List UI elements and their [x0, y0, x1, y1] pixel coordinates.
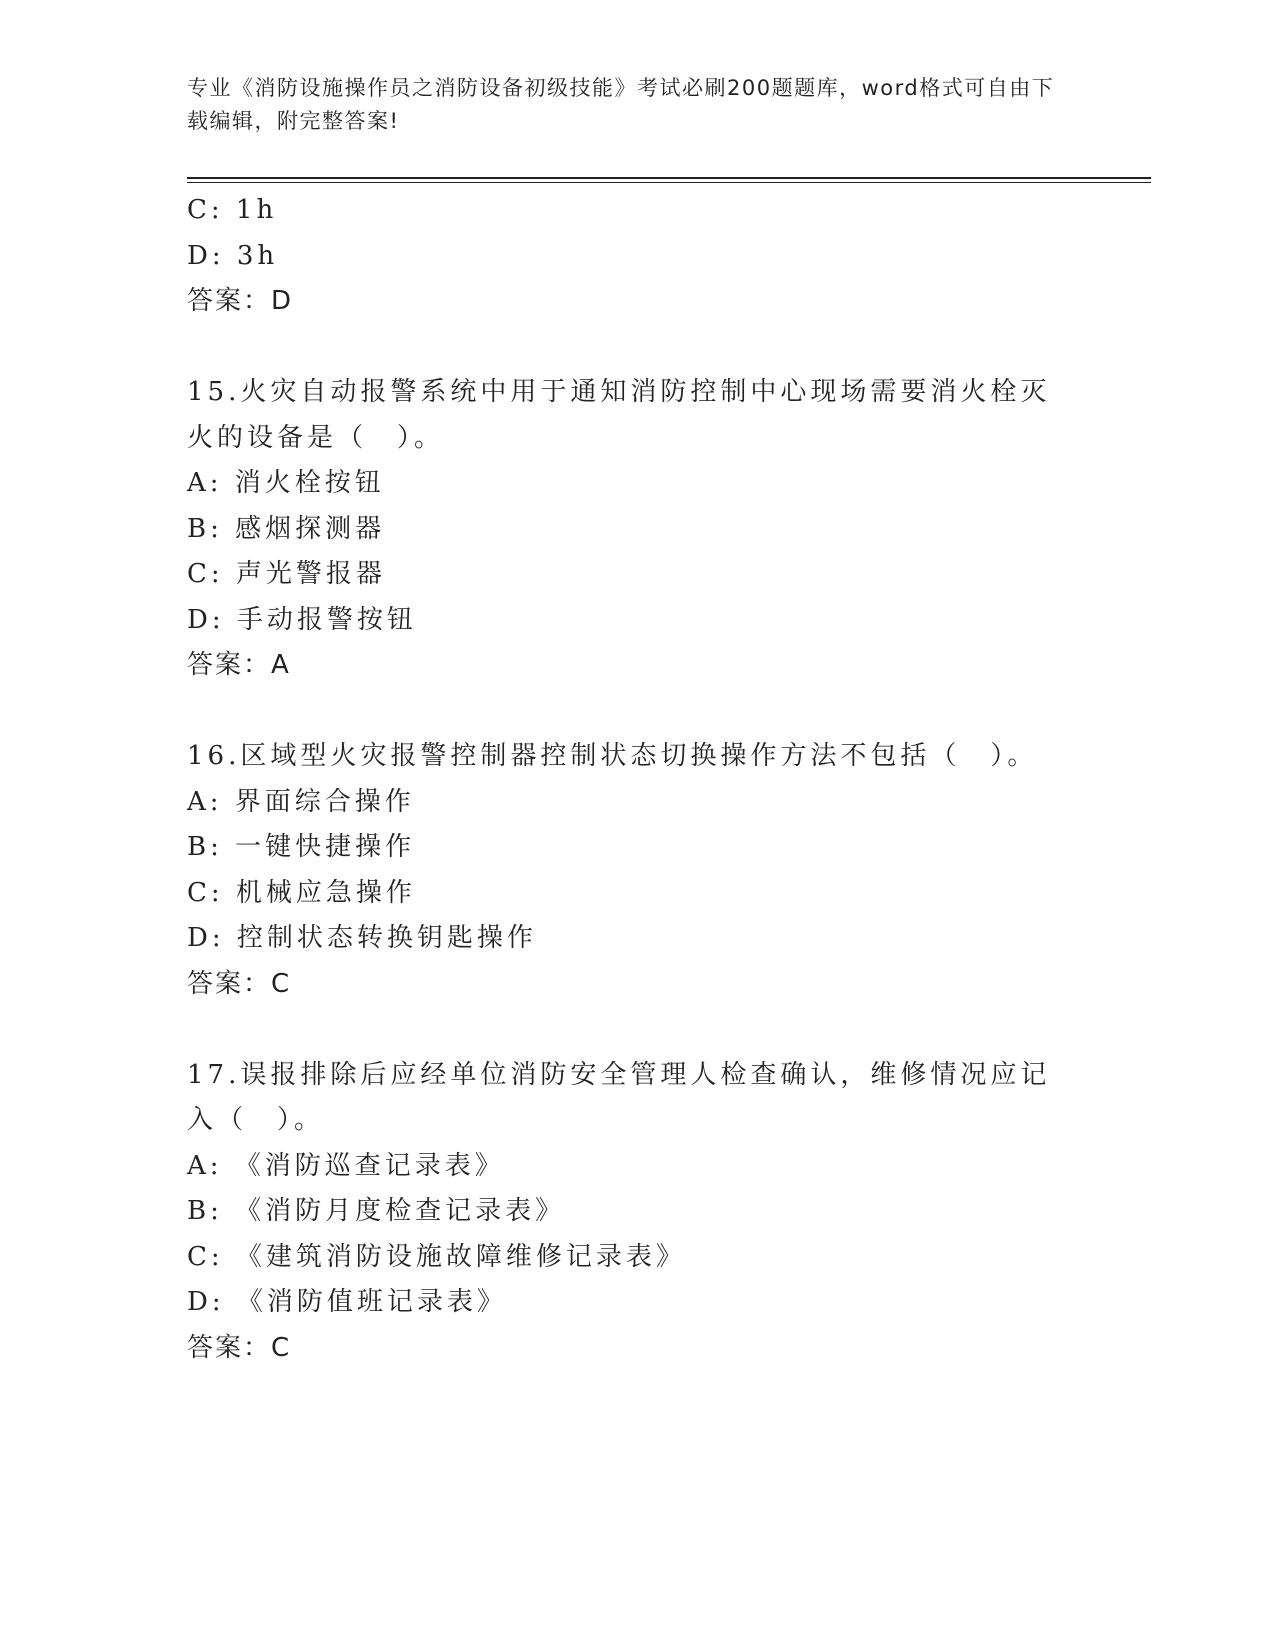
- option-d: D: 控制状态转换钥匙操作: [187, 923, 537, 953]
- spacer: [187, 325, 1087, 371]
- option-b: B: 感烟探测器: [187, 513, 386, 544]
- header-divider-thin: [187, 182, 1151, 183]
- question-16: [187, 734, 1087, 1007]
- option-a: A: 消火栓按钮: [187, 468, 385, 498]
- option-c: C: 1h: [187, 195, 278, 225]
- question-stem: 15.火灾自动报警系统中用于通知消防控制中心现场需要消火栓灭火的设备是（ ）。: [187, 377, 1051, 453]
- option-b: B: 一键快捷操作: [187, 832, 416, 862]
- option-b: B: 《消防月度检查记录表》: [187, 1196, 566, 1226]
- option-c: C: 机械应急操作: [187, 877, 416, 908]
- option-c: C: 声光警报器: [187, 559, 386, 589]
- question-15: [187, 370, 1087, 689]
- option-a: A: 界面综合操作: [187, 786, 415, 817]
- spacer: [187, 1007, 1087, 1053]
- question-stem: 17.误报排除后应经单位消防安全管理人检查确认，维修情况应记入（ ）。: [187, 1059, 1051, 1135]
- question-list: [187, 188, 1087, 1371]
- option-d: D: 3h: [187, 240, 279, 271]
- option-a: A: 《消防巡查记录表》: [187, 1150, 505, 1181]
- answer-line: 答案：A: [187, 650, 291, 680]
- answer-line: 答案：D: [187, 286, 294, 316]
- answer-line: 答案：C: [187, 1332, 292, 1363]
- option-c: C: 《建筑消防设施故障维修记录表》: [187, 1241, 686, 1272]
- previous-question-tail: [187, 188, 1087, 325]
- question-17: [187, 1053, 1087, 1372]
- document-header: 专业《消防设施操作员之消防设备初级技能》考试必刷200题题库，word格式可自由下载编辑，附完整答案!: [187, 76, 1055, 133]
- spacer: [187, 689, 1087, 735]
- answer-line: 答案：C: [187, 968, 292, 999]
- option-d: D: 《消防值班记录表》: [187, 1287, 507, 1317]
- question-stem: 16.区域型火灾报警控制器控制状态切换操作方法不包括（ ）。: [187, 741, 1038, 771]
- header-divider: [187, 177, 1151, 179]
- option-d: D: 手动报警按钮: [187, 604, 417, 635]
